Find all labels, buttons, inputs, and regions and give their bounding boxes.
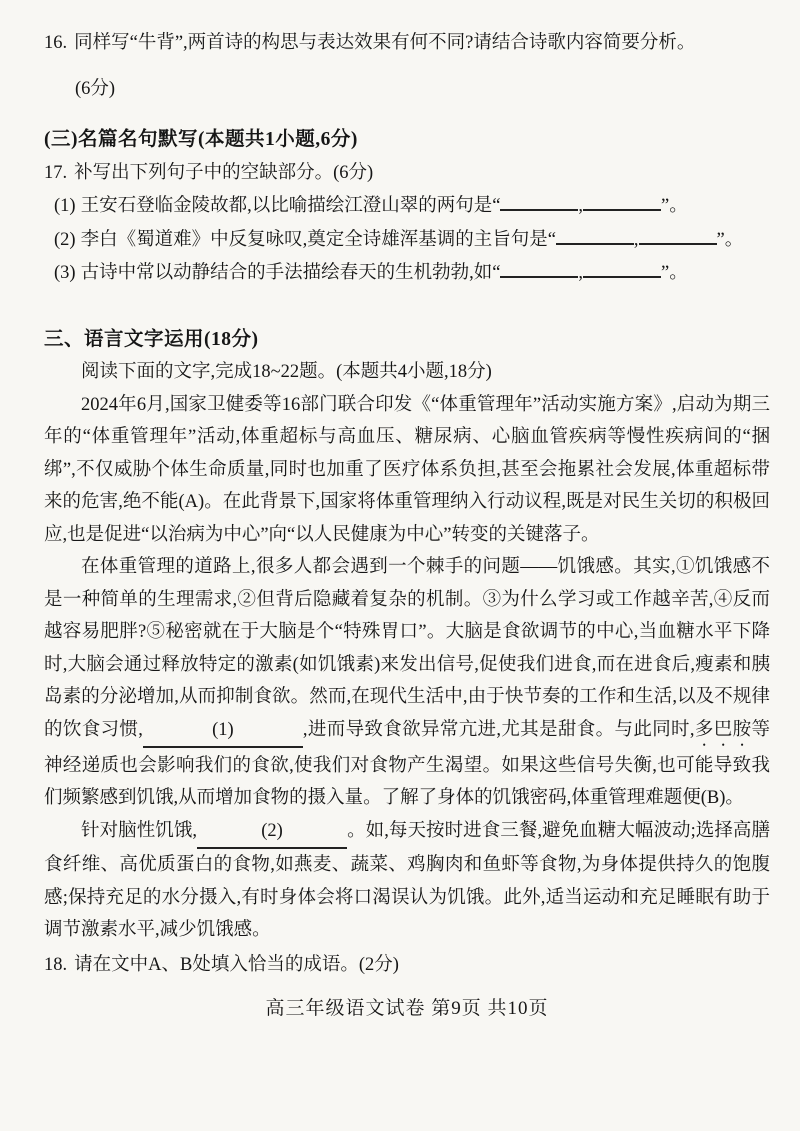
q17-item-1 (54, 189, 770, 223)
passage-paragraph-2 (44, 551, 770, 815)
question-17-text: 补写出下列句子中的空缺部分。(6分) (74, 162, 374, 183)
q17-item-2 (54, 223, 770, 257)
page-footer: 高三年级语文试卷 第9页 共10页 (265, 998, 549, 1019)
question-18-text: 请在文中A、B处填入恰当的成语。(2分) (74, 954, 399, 975)
passage-paragraph-1: 2024年6月,国家卫健委等16部门联合印发《“体重管理年”活动实施方案》,启动为期三年的“体重管理年”活动,体重超标与高血压、糖尿病、心脑血管疾病等慢性疾病间的“捆绑”,不仅威胁个体生命质量,同时也加重了医疗体系负担,甚至会拖累社会发展,体重超标带来的危害,绝不能(A)。在此背景下,国家将体重管理纳入行动议程,既是对民生关切的积极回应,也是促进“以治病为中心”向“以人民健康为中心”转变的关键落子。 (44, 394, 770, 545)
q17-item-2-end: ”。 (716, 229, 744, 250)
inline-blank-2: (2) (197, 815, 347, 850)
question-17-number: 17. (44, 162, 68, 183)
answer-blank (500, 256, 578, 278)
answer-blank (583, 256, 661, 278)
q17-item-3-separator: , (578, 263, 584, 283)
q17-item-2-separator: , (633, 229, 639, 250)
q17-item-3-end: ”。 (661, 263, 688, 283)
paragraph-2-text: 在体重管理的道路上,很多人都会遇到一个棘手的问题——饥饿感。其实,①饥饿感不是一种简单的生理需求,②但背后隐藏着复杂的机制。③为什么学习或工作越辛苦,④反而越容易肥胖?⑤秘密就在于大脑是个“特殊胃口”。大脑是食欲调节的中心,当血糖水平下降时,大脑会通过释放特定的激素(如饥饿素)来发出信号,促使我们进食,而在进食后,瘦素和胰岛素的分泌增加,从而抑制食欲。然而,在现代生活中,由于快节奏的工作和生活,以及不规律的饮食习惯, (44, 557, 770, 740)
answer-blank (583, 189, 661, 211)
q17-item-3-text: 古诗中常以动静结合的手法描绘春天的生机勃勃,如“ (80, 263, 501, 283)
section-main-header: 三、语言文字运用(18分) (44, 328, 259, 350)
paragraph-3-text: 针对脑性饥饿, (81, 820, 198, 841)
paragraph-2-text: ,进而导致食欲异常亢进,尤其是甜食。与此同时, (302, 719, 695, 740)
paragraph-3-text: 。如,每天按时进食三餐,避免血糖大幅波动;选择高膳食纤维、高优质蛋白的食物,如燕麦、蔬菜、鸡胸肉和鱼虾等食物,为身体提供持久的饱腹感;保持充足的水分摄入,有时身体会将口渴误认为饥饿。此外,适当运动和充足睡眠有助于调节激素水平,减少饥饿感。 (44, 820, 770, 940)
passage-instruction: 阅读下面的文字,完成18~22题。(本题共4小题,18分) (81, 362, 492, 382)
q17-item-1-text: 王安石登临金陵故都,以比喻描绘江澄山翠的两句是“ (80, 196, 501, 216)
paragraph-2-text: 等神经递质也会影响我们的食欲,使我们对食物产生渴望。如果这些信号失衡,也可能导致我们频繁感到饥饿,从而增加食物的摄入量。了解了身体的饥饿密码,体重管理难题便(B)。 (44, 719, 770, 808)
section-3-header: (三)名篇名句默写(本题共1小题,6分) (44, 129, 358, 150)
answer-blank (639, 223, 717, 245)
question-17 (44, 157, 770, 190)
q17-item-2-text: 李白《蜀道难》中反复咏叹,奠定全诗雄浑基调的主旨句是“ (80, 229, 556, 250)
answer-blank (500, 189, 578, 211)
q17-item-3-number: (3) (54, 263, 76, 283)
q17-item-3 (54, 256, 770, 290)
q17-item-2-number: (2) (54, 229, 76, 250)
q17-item-1-separator: , (578, 196, 584, 216)
question-16 (44, 27, 770, 60)
answer-blank (556, 223, 634, 245)
question-18 (44, 949, 770, 982)
emphasized-term-dopamine: 多巴胺 (694, 719, 752, 740)
question-18-number: 18. (44, 954, 68, 975)
passage-paragraph-3 (44, 815, 770, 947)
question-16-number: 16. (44, 33, 68, 53)
q17-item-1-end: ”。 (661, 196, 688, 216)
question-16-score: (6分) (75, 78, 116, 99)
inline-blank-1: (1) (143, 714, 303, 749)
question-16-text: 同样写“牛背”,两首诗的构思与表达效果有何不同?请结合诗歌内容简要分析。 (74, 33, 696, 53)
q17-item-1-number: (1) (54, 196, 76, 216)
